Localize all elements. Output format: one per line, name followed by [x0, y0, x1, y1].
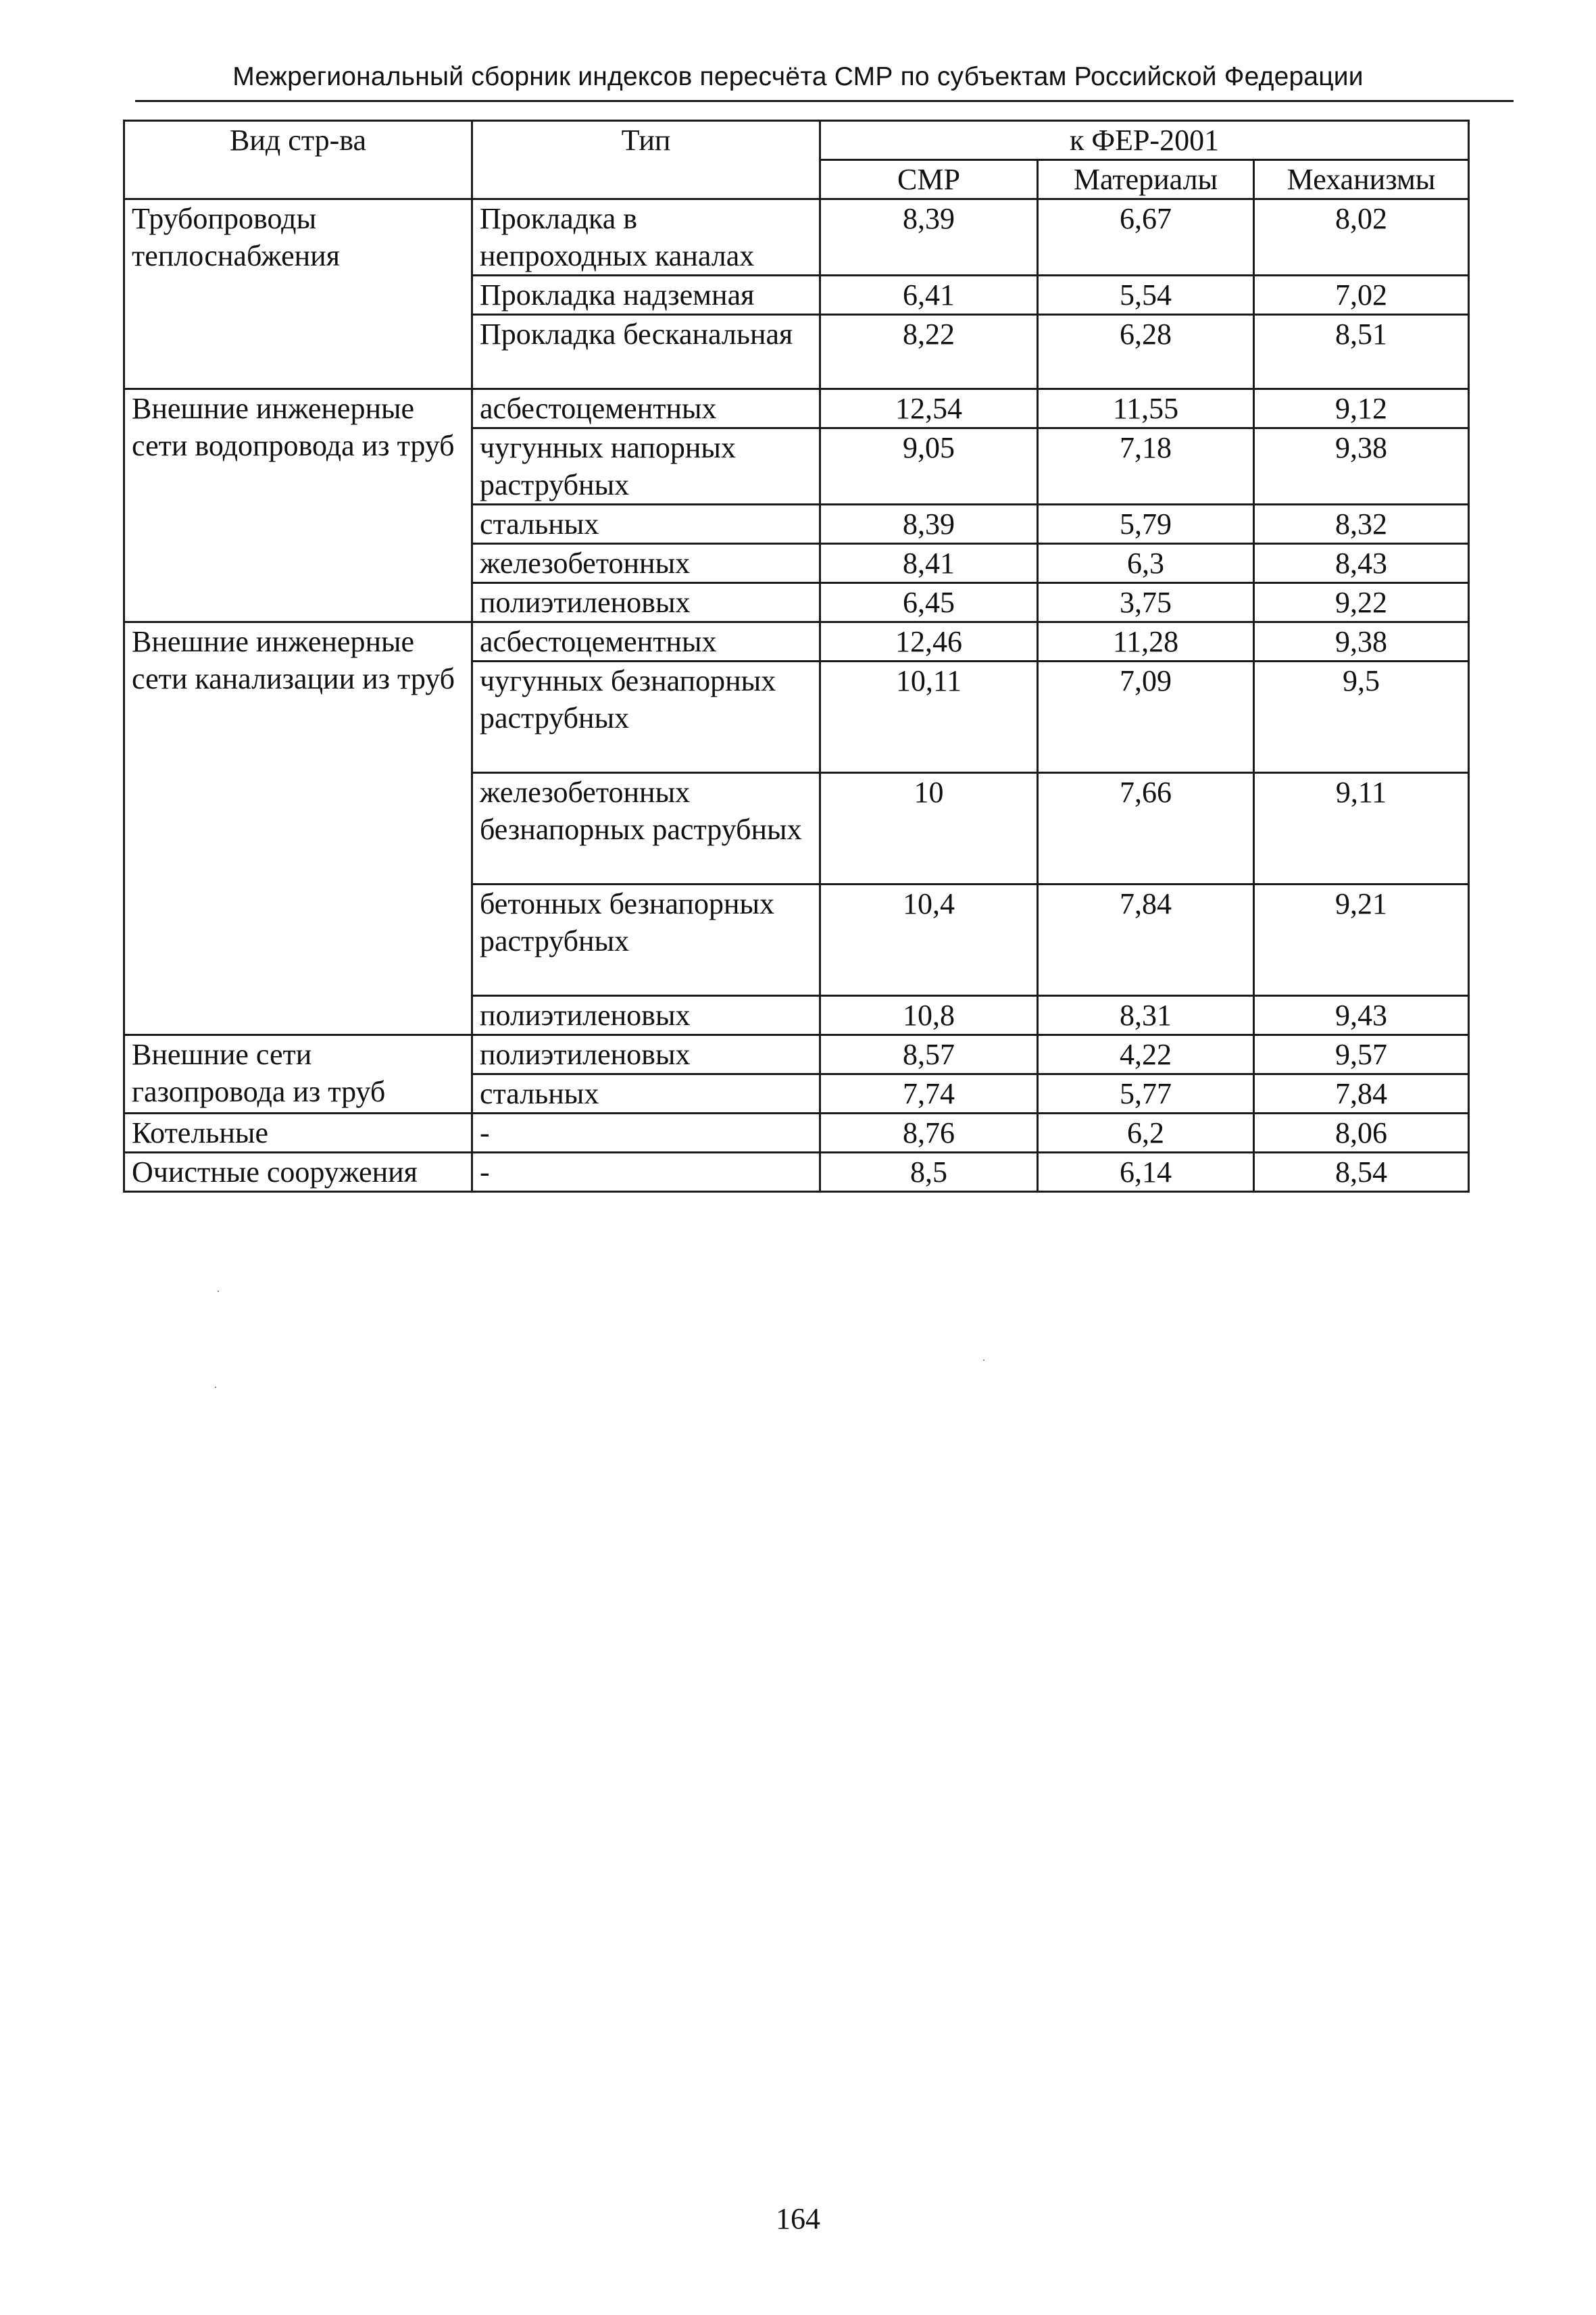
type-cell: стальных [472, 1074, 820, 1114]
smr-value-cell: 8,57 [820, 1035, 1038, 1074]
smr-value-cell: 8,39 [820, 505, 1038, 544]
mechanisms-value-cell: 9,12 [1254, 389, 1469, 428]
materials-value-cell: 4,22 [1038, 1035, 1254, 1074]
construction-kind-cell: Котельные [124, 1114, 472, 1153]
mechanisms-value-cell: 7,84 [1254, 1074, 1469, 1114]
column-header-kind: Вид стр-ва [124, 121, 472, 199]
type-cell: - [472, 1114, 820, 1153]
smr-value-cell: 6,41 [820, 276, 1038, 315]
column-header-type: Тип [472, 121, 820, 199]
materials-value-cell: 6,67 [1038, 199, 1254, 276]
materials-value-cell: 5,54 [1038, 276, 1254, 315]
type-cell: чугунных напорных раструбных [472, 428, 820, 505]
construction-kind-cell: Трубопроводы теплоснабжения [124, 199, 472, 389]
table-row [124, 1114, 1469, 1153]
smr-value-cell: 7,74 [820, 1074, 1038, 1114]
materials-value-cell: 7,09 [1038, 662, 1254, 773]
smr-value-cell: 12,54 [820, 389, 1038, 428]
materials-value-cell: 3,75 [1038, 583, 1254, 622]
table-row [124, 199, 1469, 276]
smr-value-cell: 9,05 [820, 428, 1038, 505]
scan-speck [218, 1291, 219, 1292]
materials-value-cell: 6,3 [1038, 544, 1254, 583]
smr-value-cell: 10,8 [820, 996, 1038, 1035]
mechanisms-value-cell: 9,11 [1254, 773, 1469, 885]
smr-value-cell: 6,45 [820, 583, 1038, 622]
type-cell: асбестоцементных [472, 389, 820, 428]
mechanisms-value-cell: 9,43 [1254, 996, 1469, 1035]
smr-value-cell: 8,41 [820, 544, 1038, 583]
materials-value-cell: 7,66 [1038, 773, 1254, 885]
materials-value-cell: 11,55 [1038, 389, 1254, 428]
column-header-materials: Материалы [1038, 160, 1254, 199]
scan-speck [215, 1387, 216, 1388]
mechanisms-value-cell: 9,57 [1254, 1035, 1469, 1074]
table-row [124, 1153, 1469, 1192]
smr-value-cell: 8,76 [820, 1114, 1038, 1153]
mechanisms-value-cell: 9,21 [1254, 885, 1469, 996]
mechanisms-value-cell: 8,43 [1254, 544, 1469, 583]
mechanisms-value-cell: 8,32 [1254, 505, 1469, 544]
type-cell: Прокладка надземная [472, 276, 820, 315]
type-cell: асбестоцементных [472, 622, 820, 662]
table-row [124, 1035, 1469, 1074]
smr-value-cell: 10,4 [820, 885, 1038, 996]
type-cell: чугунных безнапорных раструбных [472, 662, 820, 773]
column-group-header: к ФЕР-2001 [820, 121, 1469, 160]
mechanisms-value-cell: 9,22 [1254, 583, 1469, 622]
type-cell: - [472, 1153, 820, 1192]
type-cell: железобетонных [472, 544, 820, 583]
table-head [124, 121, 1469, 199]
type-cell: железобетонных безнапорных раструбных [472, 773, 820, 885]
index-table [123, 120, 1470, 1193]
header-divider [135, 100, 1514, 102]
construction-kind-cell: Внешние инженерные сети канализации из труб [124, 622, 472, 1035]
type-cell: полиэтиленовых [472, 583, 820, 622]
materials-value-cell: 5,77 [1038, 1074, 1254, 1114]
page-number: 164 [776, 2202, 820, 2235]
type-cell: полиэтиленовых [472, 1035, 820, 1074]
materials-value-cell: 11,28 [1038, 622, 1254, 662]
materials-value-cell: 6,14 [1038, 1153, 1254, 1192]
type-cell: Прокладка в непроходных каналах [472, 199, 820, 276]
materials-value-cell: 8,31 [1038, 996, 1254, 1035]
construction-kind-cell: Внешние сети газопровода из труб [124, 1035, 472, 1114]
mechanisms-value-cell: 8,02 [1254, 199, 1469, 276]
smr-value-cell: 8,22 [820, 315, 1038, 389]
column-header-smr: СМР [820, 160, 1038, 199]
column-header-mechanisms: Механизмы [1254, 160, 1469, 199]
materials-value-cell: 6,28 [1038, 315, 1254, 389]
table-row [124, 622, 1469, 662]
type-cell: стальных [472, 505, 820, 544]
construction-kind-cell: Очистные сооружения [124, 1153, 472, 1192]
table-row [124, 389, 1469, 428]
type-cell: бетонных безнапорных раструбных [472, 885, 820, 996]
mechanisms-value-cell: 9,5 [1254, 662, 1469, 773]
mechanisms-value-cell: 8,51 [1254, 315, 1469, 389]
materials-value-cell: 7,84 [1038, 885, 1254, 996]
type-cell: Прокладка бесканальная [472, 315, 820, 389]
materials-value-cell: 7,18 [1038, 428, 1254, 505]
table-body [124, 199, 1469, 1192]
smr-value-cell: 8,39 [820, 199, 1038, 276]
scan-speck [983, 1360, 984, 1361]
mechanisms-value-cell: 8,54 [1254, 1153, 1469, 1192]
smr-value-cell: 10 [820, 773, 1038, 885]
materials-value-cell: 5,79 [1038, 505, 1254, 544]
construction-kind-cell: Внешние инженерные сети водопровода из труб [124, 389, 472, 622]
smr-value-cell: 8,5 [820, 1153, 1038, 1192]
materials-value-cell: 6,2 [1038, 1114, 1254, 1153]
mechanisms-value-cell: 8,06 [1254, 1114, 1469, 1153]
smr-value-cell: 12,46 [820, 622, 1038, 662]
mechanisms-value-cell: 7,02 [1254, 276, 1469, 315]
smr-value-cell: 10,11 [820, 662, 1038, 773]
running-header: Межрегиональный сборник индексов пересчёта СМР по субъектам Российской Федерации [232, 62, 1364, 91]
mechanisms-value-cell: 9,38 [1254, 622, 1469, 662]
type-cell: полиэтиленовых [472, 996, 820, 1035]
mechanisms-value-cell: 9,38 [1254, 428, 1469, 505]
